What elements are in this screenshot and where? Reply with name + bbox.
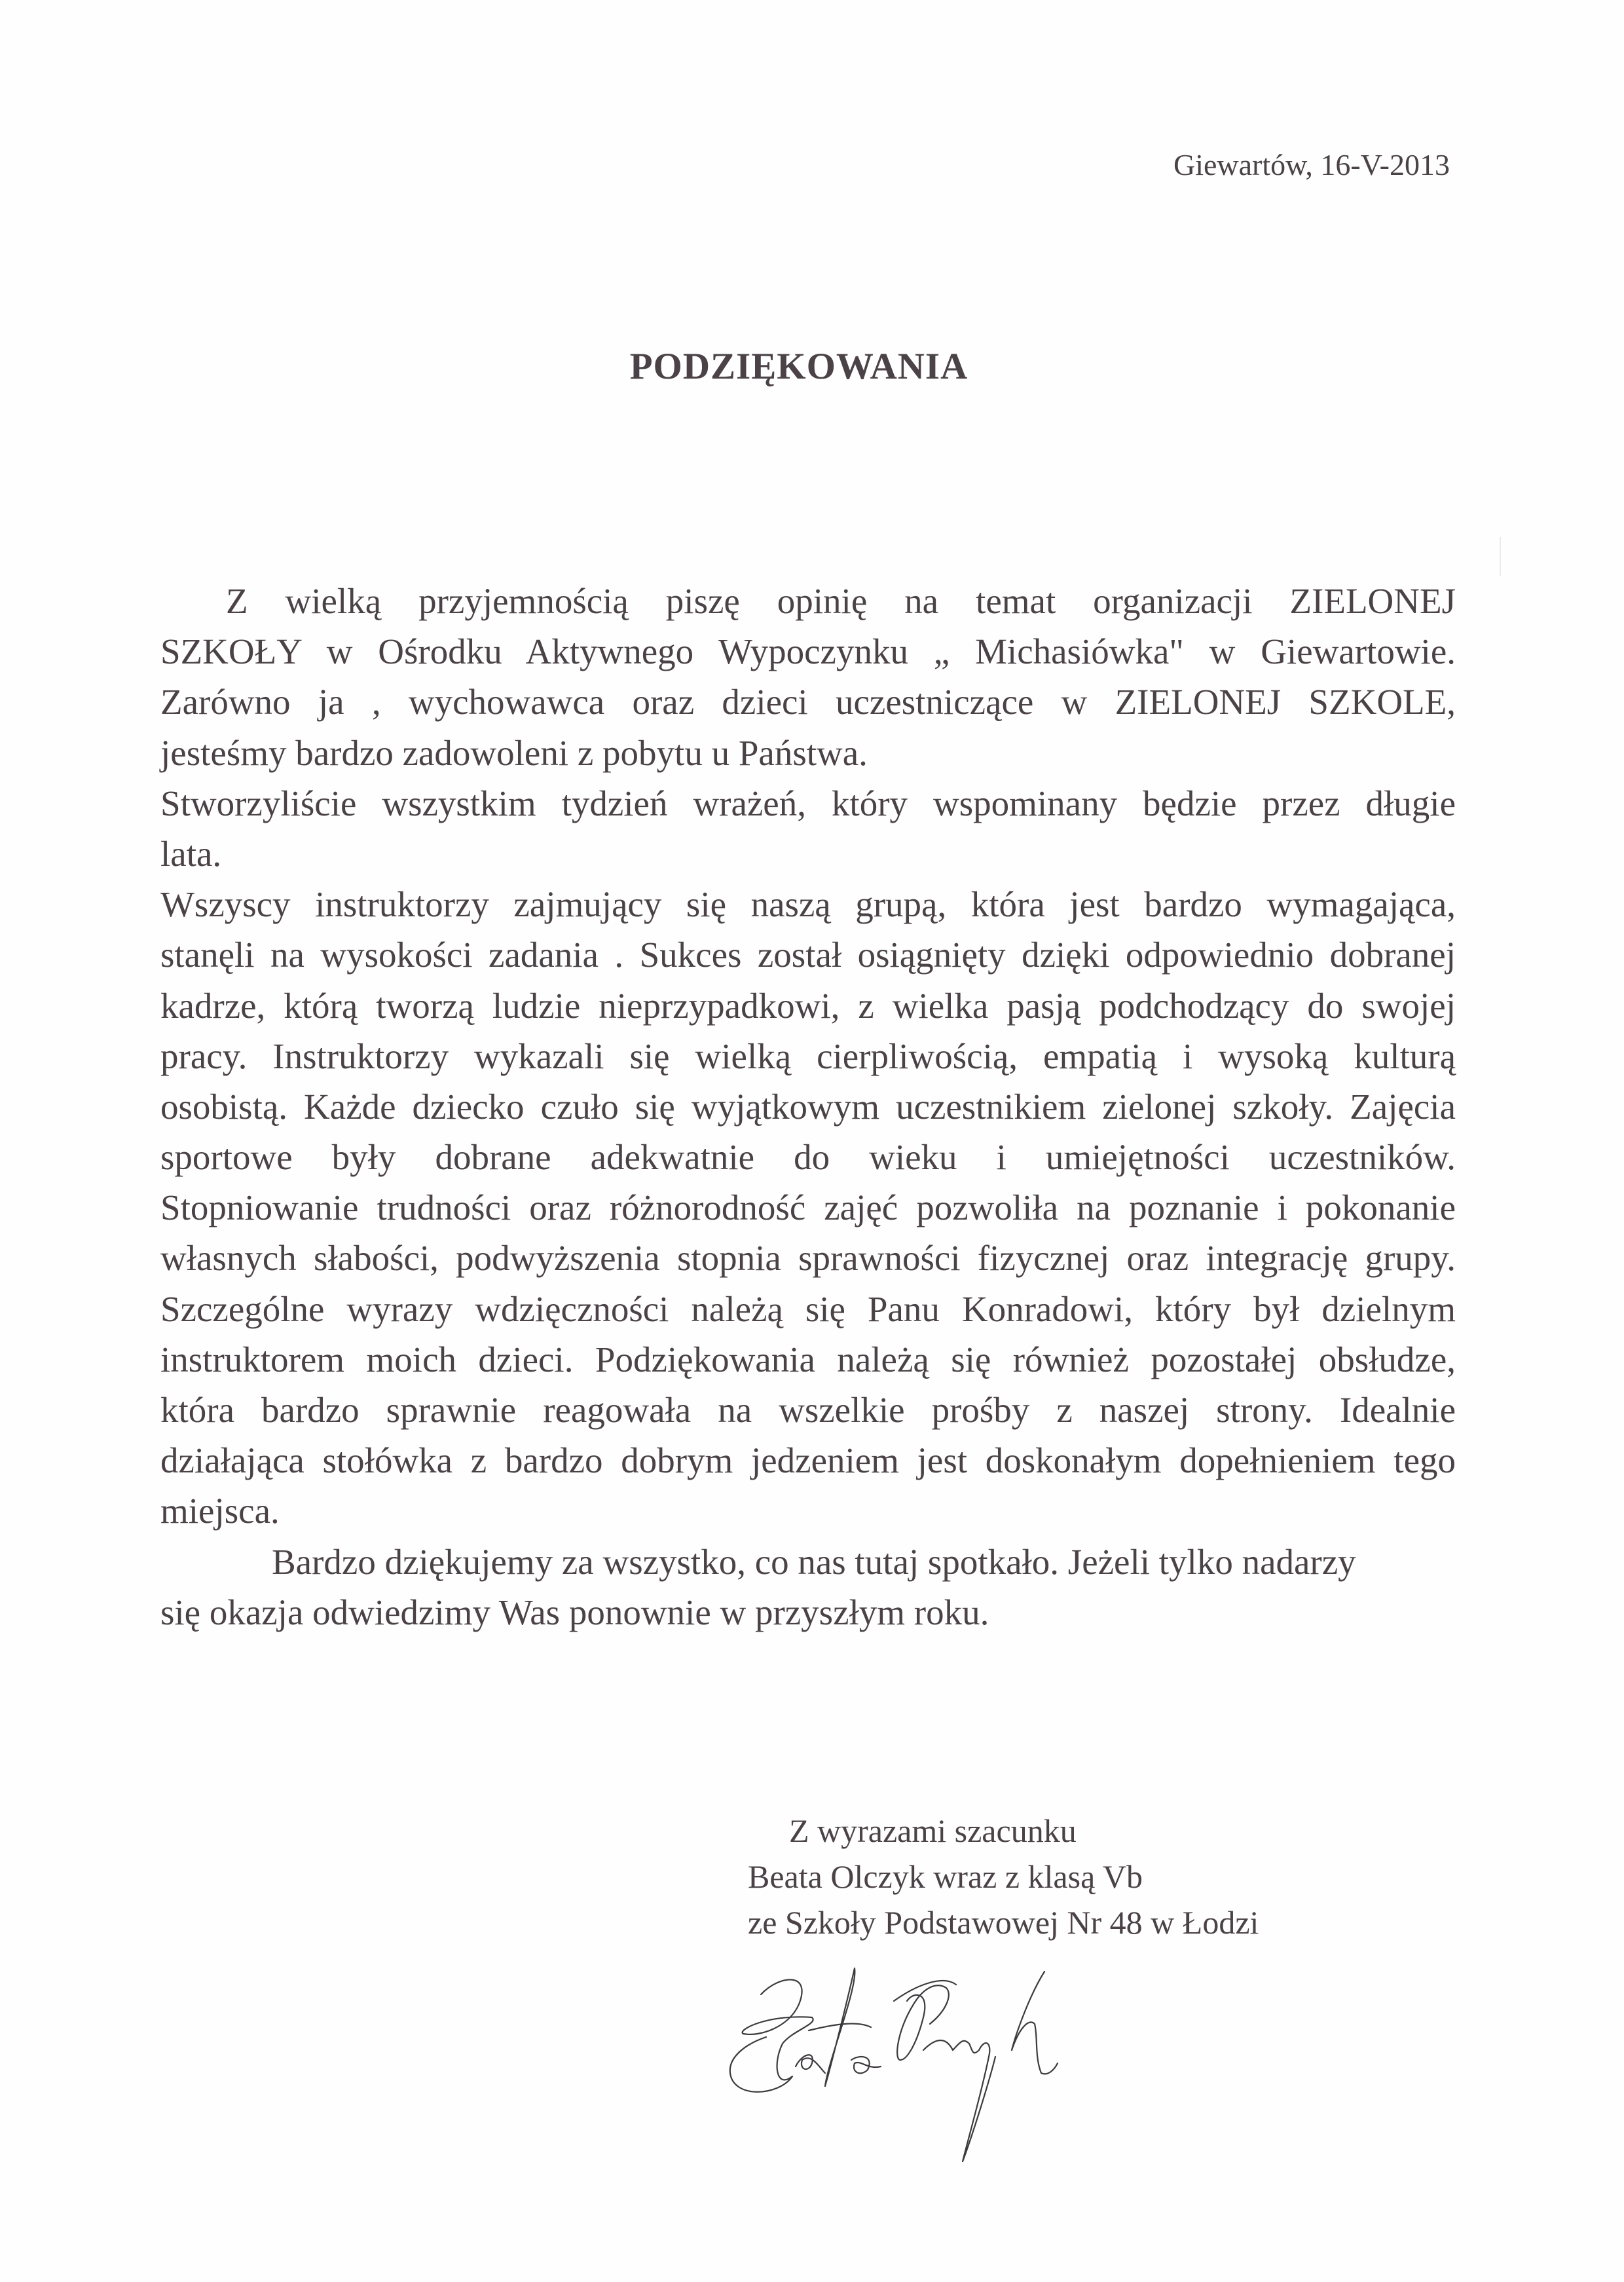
letter-title: PODZIĘKOWANIA	[629, 346, 969, 387]
body-line: miejsca.	[160, 1491, 280, 1531]
body-line: Zarówno ja , wychowawca oraz dzieci uczestniczące w ZIELONEJ SZKOLE,	[160, 682, 1456, 722]
body-line: instruktorem moich dzieci. Podziękowania należą się również pozostałej obsłudze,	[160, 1339, 1456, 1379]
body-line: działająca stołówka z bardzo dobrym jedzeniem jest doskonałym dopełnieniem tego	[160, 1440, 1456, 1481]
signature-icon	[720, 1939, 1375, 2175]
body-line: Stworzyliście wszystkim tydzień wrażeń, który wspominany będzie przez długie	[160, 783, 1456, 823]
closing-signer: Beata Olczyk wraz z klasą Vb	[748, 1858, 1143, 1895]
body-line: Z wielką przyjemnością piszę opinię na temat organizacji ZIELONEJ	[226, 581, 1456, 621]
body-line: która bardzo sprawnie reagowała na wszelkie prośby z naszej strony. Idealnie	[160, 1390, 1456, 1430]
closing-block	[748, 1808, 1259, 1945]
body-line: Bardzo dziękujemy za wszystko, co nas tutaj spotkało. Jeżeli tylko nadarzy	[272, 1541, 1356, 1582]
scan-artifact	[1500, 537, 1501, 576]
body-line: własnych słabości, podwyższenia stopnia sprawności fizycznej oraz integrację grupy.	[160, 1238, 1456, 1279]
body-line: Wszyscy instruktorzy zajmujący się naszą grupą, która jest bardzo wymagająca,	[160, 884, 1456, 925]
body-line: lata.	[160, 833, 222, 874]
body-line: osobistą. Każde dziecko czuło się wyjątkowym uczestnikiem zielonej szkoły. Zajęcia	[160, 1086, 1456, 1127]
closing-institution: ze Szkoły Podstawowej Nr 48 w Łodzi	[748, 1904, 1259, 1941]
handwritten-signature	[720, 1939, 1375, 2175]
body-line: sportowe były dobrane adekwatnie do wieku i umiejętności uczestników.	[160, 1137, 1456, 1178]
letter-body	[160, 576, 1456, 1637]
body-line: Stopniowanie trudności oraz różnorodność zajęć pozwoliła na poznanie i pokonanie	[160, 1188, 1456, 1228]
body-line: stanęli na wysokości zadania . Sukces został osiągnięty dzięki odpowiednio dobranej	[160, 935, 1456, 975]
place-and-date: Giewartów, 16-V-2013	[1173, 148, 1450, 181]
closing-salutation: Z wyrazami szacunku	[789, 1812, 1077, 1849]
body-line: kadrze, którą tworzą ludzie nieprzypadkowi, z wielka pasją podchodzący do swojej	[160, 985, 1456, 1026]
body-line: Szczególne wyrazy wdzięczności należą się Panu Konradowi, który był dzielnym	[160, 1288, 1456, 1329]
body-line: pracy. Instruktorzy wykazali się wielką cierpliwością, empatią i wysoką kulturą	[160, 1036, 1456, 1076]
body-line: się okazja odwiedzimy Was ponownie w przyszłym roku.	[160, 1592, 989, 1632]
body-line: SZKOŁY w Ośrodku Aktywnego Wypoczynku „ Michasiówka" w Giewartowie.	[160, 631, 1456, 672]
body-line: jesteśmy bardzo zadowoleni z pobytu u Państwa.	[160, 732, 868, 773]
